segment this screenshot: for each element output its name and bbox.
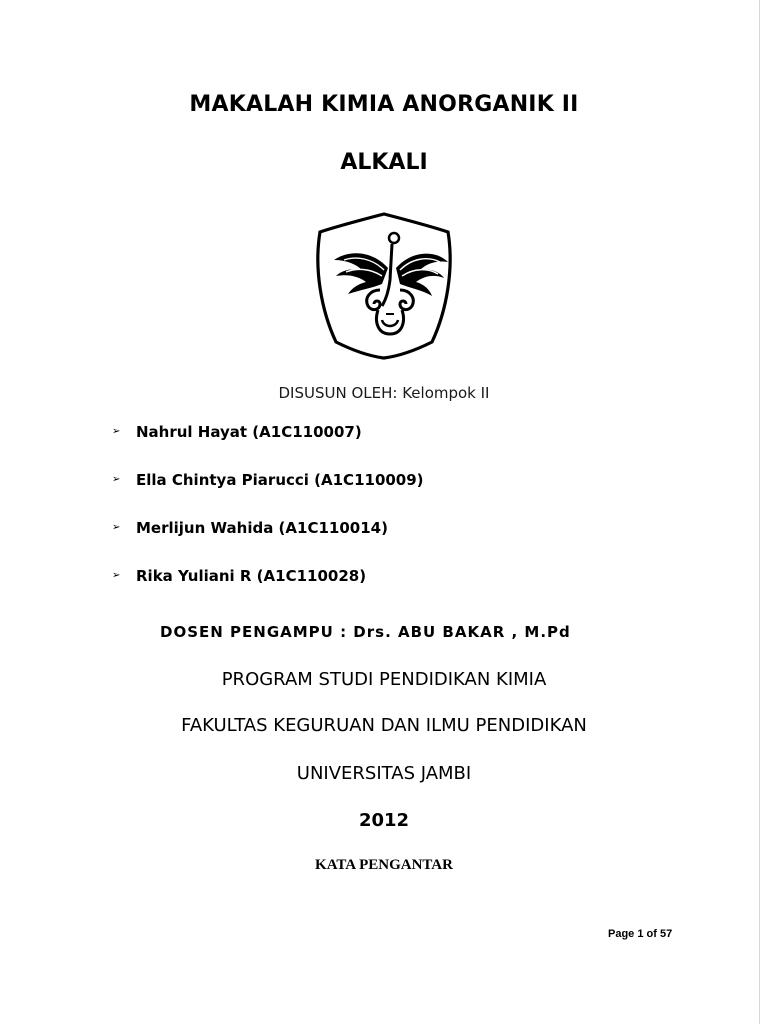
list-item: [112, 470, 424, 518]
document-subtitle: ALKALI: [340, 150, 428, 175]
member-list: [112, 422, 424, 614]
list-item: [112, 566, 424, 614]
lecturer: DOSEN PENGAMPU : Drs. ABU BAKAR , M.Pd: [160, 623, 571, 641]
arrow-bullet-icon: ➢: [112, 522, 121, 533]
university-emblem-icon: [312, 210, 456, 360]
list-item: [112, 422, 424, 470]
member-name: Rika Yuliani R (A1C110028): [136, 567, 367, 585]
arrow-bullet-icon: ➢: [112, 570, 121, 581]
arrow-bullet-icon: ➢: [112, 474, 121, 485]
university: UNIVERSITAS JAMBI: [296, 763, 472, 784]
page-number: Page 1 of 57: [608, 928, 673, 940]
list-item: [112, 518, 424, 566]
year: 2012: [358, 810, 410, 831]
section-heading: KATA PENGANTAR: [315, 857, 453, 873]
member-name: Ella Chintya Piarucci (A1C110009): [136, 471, 424, 489]
arrow-bullet-icon: ➢: [112, 426, 121, 437]
member-name: Merlijun Wahida (A1C110014): [136, 519, 388, 537]
member-name: Nahrul Hayat (A1C110007): [136, 423, 362, 441]
faculty: FAKULTAS KEGURUAN DAN ILMU PENDIDIKAN: [181, 715, 587, 736]
composed-by: DISUSUN OLEH: Kelompok II: [278, 384, 490, 402]
document-title: MAKALAH KIMIA ANORGANIK II: [189, 92, 579, 117]
study-program: PROGRAM STUDI PENDIDIKAN KIMIA: [221, 669, 547, 690]
